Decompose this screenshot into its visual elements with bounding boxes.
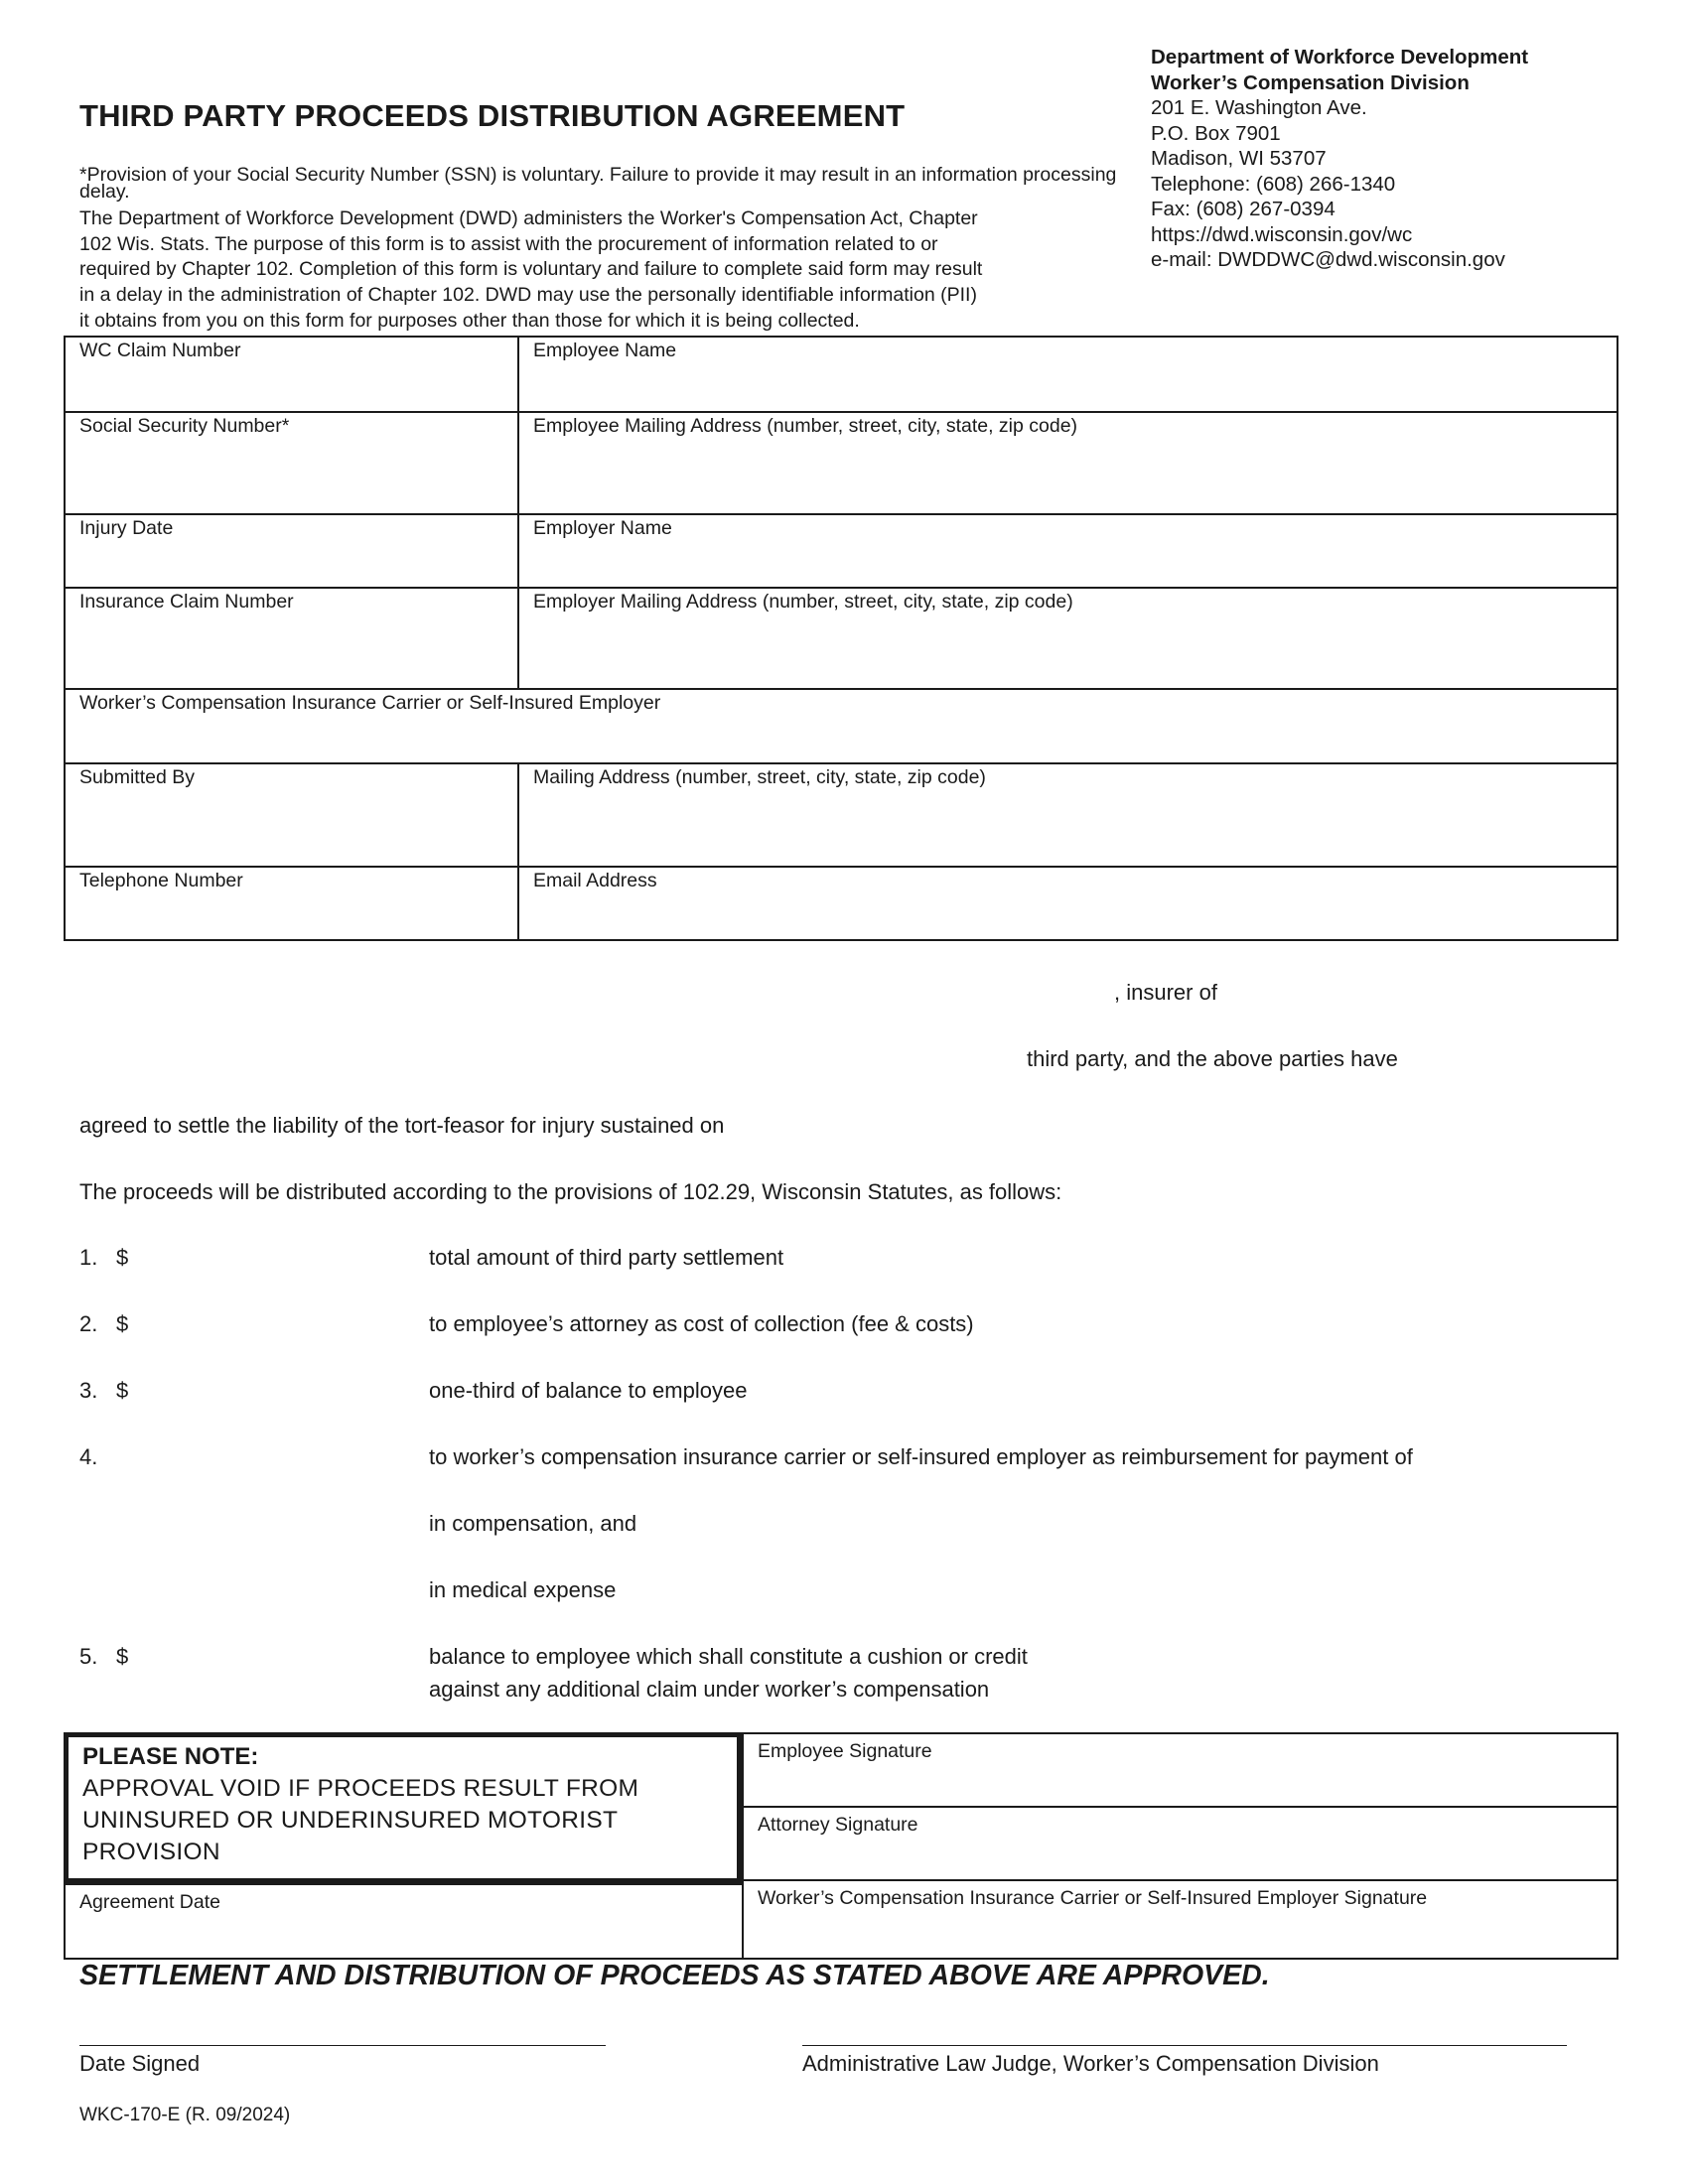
item-number: 4. — [79, 1444, 98, 1469]
email: e-mail: DWDDWC@dwd.wisconsin.gov — [1151, 248, 1505, 271]
item-number: 5. — [79, 1644, 98, 1669]
field-label: Injury Date — [79, 517, 174, 539]
mailing-address-field[interactable] — [519, 764, 1617, 866]
dollar-sign: $ — [116, 1378, 129, 1403]
telephone: Telephone: (608) 266-1340 — [1151, 172, 1396, 196]
field-label: Insurance Claim Number — [79, 591, 294, 613]
item-text: against any additional claim under worker’s compensation — [429, 1677, 990, 1702]
date-signed-label: Date Signed — [79, 2051, 201, 2076]
ssn-note: *Provision of your Social Security Number (SSN) is voluntary. Failure to provide it may result in an information processing delay. — [79, 164, 1117, 203]
item-number: 1. — [79, 1245, 98, 1270]
field-label: Worker’s Compensation Insurance Carrier or Self-Insured Employer — [79, 692, 661, 714]
judge-signature-line[interactable] — [802, 2045, 1567, 2046]
wc-claim-number-field[interactable] — [66, 338, 519, 411]
street-address: 201 E. Washington Ave. — [1151, 96, 1367, 119]
field-label: Mailing Address (number, street, city, state, zip code) — [533, 766, 986, 788]
item-text: one-third of balance to employee — [429, 1378, 748, 1403]
ssn-field[interactable] — [66, 413, 519, 513]
dollar-sign: $ — [116, 1311, 129, 1336]
insurer-of-text: , insurer of — [1114, 980, 1217, 1005]
insurance-claim-number-field[interactable] — [66, 589, 519, 688]
carrier-signature-field[interactable] — [744, 1881, 1617, 1955]
field-label: Attorney Signature — [758, 1814, 918, 1836]
item-number: 2. — [79, 1311, 98, 1336]
city-state-zip: Madison, WI 53707 — [1151, 147, 1327, 170]
field-label: Employee Mailing Address (number, street, city, state, zip code) — [533, 415, 1078, 437]
carrier-field[interactable] — [66, 690, 1617, 762]
field-label: Agreement Date — [79, 1891, 220, 1913]
item-text: in medical expense — [429, 1577, 617, 1602]
employer-name-field[interactable] — [519, 515, 1617, 587]
field-label: Employer Mailing Address (number, street, city, state, zip code) — [533, 591, 1073, 613]
proceeds-text: The proceeds will be distributed according to the provisions of 102.29, Wisconsin Statutes, as follows: — [79, 1179, 1062, 1204]
item-text: to employee’s attorney as cost of collection (fee & costs) — [429, 1311, 974, 1336]
note-line: PROVISION — [82, 1839, 220, 1865]
field-label: Telephone Number — [79, 870, 243, 891]
form-number: WKC-170-E (R. 09/2024) — [79, 2105, 291, 2125]
item-text: balance to employee which shall constitute a cushion or credit — [429, 1644, 1028, 1669]
third-party-text: third party, and the above parties have — [1027, 1046, 1398, 1071]
department-name: Department of Workforce Development — [1151, 46, 1529, 68]
agreement-date-field[interactable] — [66, 1883, 742, 1920]
intro-line: The Department of Workforce Development (DWD) administers the Worker's Compensation Act, Chapter — [79, 207, 978, 229]
intro-line: required by Chapter 102. Completion of this form is voluntary and failure to complete said form may result — [79, 258, 983, 281]
note-title: PLEASE NOTE: — [82, 1743, 259, 1770]
item-number: 3. — [79, 1378, 98, 1403]
intro-line: in a delay in the administration of Chapter 102. DWD may use the personally identifiable information (PII) — [79, 284, 977, 307]
attorney-signature-field[interactable] — [744, 1808, 1617, 1881]
po-box: P.O. Box 7901 — [1151, 121, 1281, 145]
signature-column — [742, 1734, 1617, 1958]
note-body — [82, 1773, 723, 1868]
judge-signature-label: Administrative Law Judge, Worker’s Compensation Division — [802, 2051, 1379, 2076]
submitted-by-field[interactable] — [66, 764, 519, 866]
agreed-text: agreed to settle the liability of the tort-feasor for injury sustained on — [79, 1113, 725, 1138]
intro-text — [79, 164, 1122, 335]
field-label: Employee Signature — [758, 1740, 932, 1762]
field-label: Employee Name — [533, 340, 677, 361]
intro-line: 102 Wis. Stats. The purpose of this form is to assist with the procurement of information related to or — [79, 232, 938, 255]
signature-table — [64, 1732, 1618, 1960]
field-label: Social Security Number* — [79, 415, 290, 437]
telephone-number-field[interactable] — [66, 868, 519, 939]
item-text: total amount of third party settlement — [429, 1245, 784, 1270]
item-text: to worker’s compensation insurance carrier or self-insured employer as reimbursement for payment of — [429, 1444, 1413, 1469]
field-label: Worker’s Compensation Insurance Carrier or Self-Insured Employer Signature — [758, 1887, 1428, 1909]
approval-statement: SETTLEMENT AND DISTRIBUTION OF PROCEEDS AS STATED ABOVE ARE APPROVED. — [79, 1960, 1270, 1991]
field-label: Submitted By — [79, 766, 195, 788]
form-title: THIRD PARTY PROCEEDS DISTRIBUTION AGREEMENT — [79, 98, 906, 133]
field-label: Email Address — [533, 870, 657, 891]
employee-name-field[interactable] — [519, 338, 1617, 411]
employee-signature-field[interactable] — [744, 1734, 1617, 1808]
note-line: UNINSURED OR UNDERINSURED MOTORIST — [82, 1807, 619, 1834]
dollar-sign: $ — [116, 1644, 129, 1669]
website: https://dwd.wisconsin.gov/wc — [1151, 222, 1413, 246]
intro-line: it obtains from you on this form for purposes other than those for which it is being collected. — [79, 309, 860, 332]
division-name: Worker’s Compensation Division — [1151, 70, 1470, 94]
field-label: WC Claim Number — [79, 340, 241, 361]
item-text: in compensation, and — [429, 1511, 637, 1536]
employee-address-field[interactable] — [519, 413, 1617, 513]
dollar-sign: $ — [116, 1245, 129, 1270]
injury-date-field[interactable] — [66, 515, 519, 587]
date-signed-line[interactable] — [79, 2045, 606, 2046]
please-note-box — [64, 1732, 742, 1883]
email-address-field[interactable] — [519, 868, 1617, 939]
department-address-block — [1151, 45, 1667, 273]
employer-address-field[interactable] — [519, 589, 1617, 688]
claim-info-table — [64, 336, 1618, 941]
note-line: APPROVAL VOID IF PROCEEDS RESULT FROM — [82, 1775, 639, 1802]
field-label: Employer Name — [533, 517, 672, 539]
fax: Fax: (608) 267-0394 — [1151, 198, 1336, 220]
